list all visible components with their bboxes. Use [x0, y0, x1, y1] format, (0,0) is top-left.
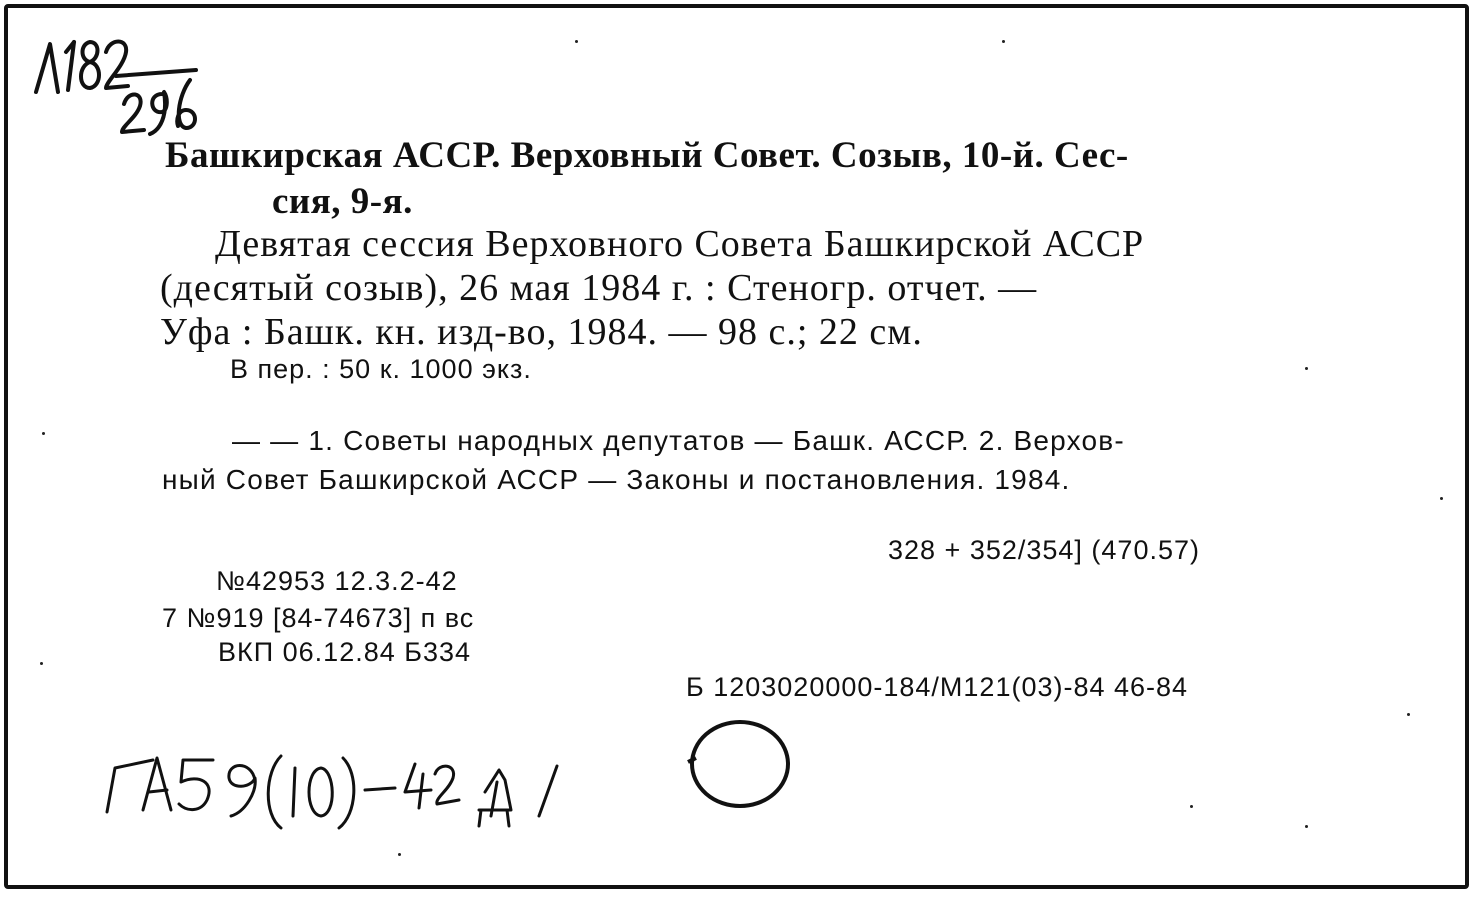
heading-line-1: Башкирская АССР. Верховный Совет. Созыв, 10-й. Сес-: [165, 135, 1129, 176]
speck: [1305, 367, 1308, 370]
subjects-line-2: ный Совет Башкирской АССР — Законы и постановления. 1984.: [162, 464, 1071, 495]
title-line-3: Уфа : Башк. кн. изд-во, 1984. — 98 с.; 22 см.: [160, 311, 923, 353]
speck: [40, 662, 43, 665]
record-line-1: №42953 12.3.2-42: [216, 566, 458, 596]
handwritten-shelf-mark: [95, 730, 595, 840]
title-line-1: Девятая сессия Верховного Совета Башкирской АССР: [215, 223, 1145, 265]
stamp-circle: [678, 708, 798, 818]
record-line-2: 7 №919 [84-74673] п вс: [162, 603, 475, 633]
record-line-3: ВКП 06.12.84 Б334: [218, 637, 472, 667]
handwritten-call-number: [28, 30, 208, 140]
classification-index: 328 + 352/354] (470.57): [888, 535, 1200, 565]
speck: [1440, 497, 1443, 500]
speck: [1002, 40, 1005, 43]
speck: [42, 432, 45, 435]
speck: [1407, 713, 1410, 716]
speck: [575, 40, 578, 43]
bbk-code: Б 1203020000-184/М121(03)-84 46-84: [686, 672, 1189, 702]
speck: [1190, 805, 1193, 808]
speck: [398, 853, 401, 856]
speck: [1305, 825, 1308, 828]
title-line-2: (десятый созыв), 26 мая 1984 г. : Стеногр. отчет. —: [160, 267, 1038, 309]
heading-line-2: сия, 9-я.: [272, 181, 413, 222]
subjects-line-1: — — 1. Советы народных депутатов — Башк. АССР. 2. Верхов-: [232, 425, 1125, 456]
price-line: В пер. : 50 к. 1000 экз.: [230, 354, 532, 384]
